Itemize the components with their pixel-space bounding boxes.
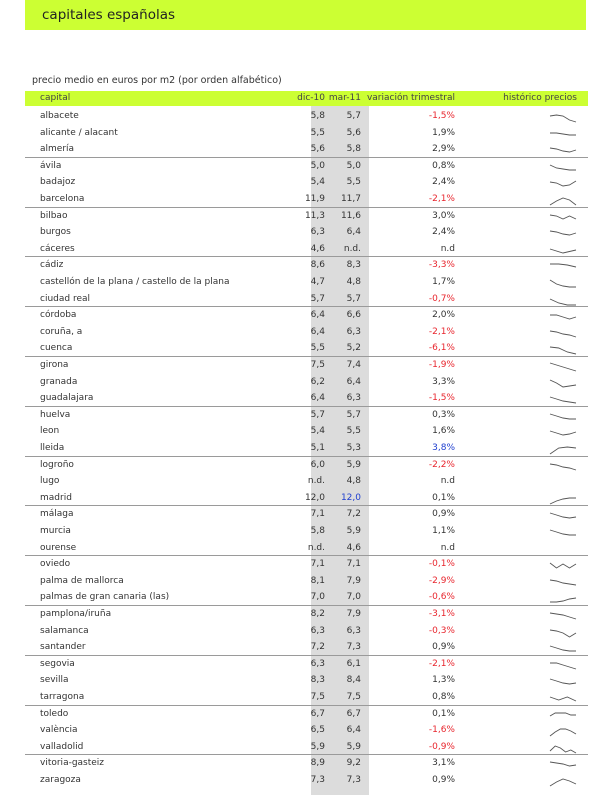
cell-mar: 6,4 xyxy=(346,227,361,238)
cell-mar: 6,4 xyxy=(346,376,361,387)
cell-capital: granada xyxy=(40,376,78,387)
cell-capital: badajoz xyxy=(40,177,76,188)
cell-dic: 5,0 xyxy=(310,160,325,171)
table-row xyxy=(25,506,588,523)
cell-capital: santander xyxy=(40,642,86,653)
sparkline-path xyxy=(550,679,576,684)
cell-variacion: 0,3% xyxy=(432,409,455,420)
cell-variacion: 1,1% xyxy=(432,526,455,536)
cell-mar: 11,7 xyxy=(340,194,361,204)
cell-mar: 5,9 xyxy=(346,526,361,536)
table-row xyxy=(25,457,588,474)
cell-mar: 7,5 xyxy=(346,692,361,702)
table-row xyxy=(25,490,588,507)
cell-variacion: n.d xyxy=(440,476,455,487)
title-bar xyxy=(25,0,586,30)
cell-mar: 8,4 xyxy=(346,675,361,686)
cell-dic: 7,5 xyxy=(310,692,325,702)
cell-capital: málaga xyxy=(40,509,74,520)
cell-mar: 6,6 xyxy=(346,310,361,321)
sparkline-path xyxy=(550,663,576,669)
table-row xyxy=(25,423,588,440)
sparkline-path xyxy=(550,115,576,122)
sparkline-path xyxy=(550,299,576,305)
sparkline-path xyxy=(550,215,576,219)
sparkline-path xyxy=(550,181,576,186)
sparkline-path xyxy=(550,530,576,535)
cell-capital: cádiz xyxy=(40,260,64,271)
sparkline-path xyxy=(550,133,576,135)
sparkline xyxy=(549,359,579,372)
cell-variacion: -1,5% xyxy=(428,393,455,404)
sparkline-path xyxy=(550,613,576,619)
cell-dic: 5,8 xyxy=(310,111,325,121)
sparkline xyxy=(549,127,579,140)
sparkline xyxy=(549,625,579,638)
cell-capital: ciudad real xyxy=(40,293,91,304)
cell-variacion: -2,2% xyxy=(428,459,455,470)
header-dic: dic-10 xyxy=(297,93,325,103)
cell-dic: n.d. xyxy=(307,476,325,487)
cell-mar: 6,3 xyxy=(346,393,361,404)
sparkline-path xyxy=(550,746,576,753)
cell-dic: 7,2 xyxy=(310,642,325,653)
cell-dic: 6,5 xyxy=(310,725,325,736)
cell-variacion: 0,8% xyxy=(432,692,455,702)
table-row xyxy=(25,407,588,424)
cell-capital: lugo xyxy=(40,476,60,487)
cell-capital: barcelona xyxy=(40,194,85,204)
cell-dic: 6,4 xyxy=(310,310,325,321)
cell-variacion: 0,8% xyxy=(432,160,455,171)
sparkline xyxy=(549,326,579,339)
cell-dic: 7,1 xyxy=(310,559,325,570)
cell-capital: bilbao xyxy=(40,210,68,221)
subtitle: precio medio en euros por m2 (por orden alfabético) xyxy=(32,75,282,86)
table-row xyxy=(25,357,588,374)
table-row xyxy=(25,739,588,756)
cell-capital: girona xyxy=(40,360,69,370)
cell-variacion: n.d xyxy=(440,243,455,254)
sparkline xyxy=(549,293,579,306)
cell-dic: 11,3 xyxy=(304,210,325,221)
table-row xyxy=(25,174,588,191)
sparkline-path xyxy=(550,397,576,403)
table-row xyxy=(25,623,588,640)
sparkline-path xyxy=(550,148,576,152)
cell-mar: 7,0 xyxy=(346,592,361,603)
cell-capital: albacete xyxy=(40,111,79,121)
cell-capital: valència xyxy=(40,725,78,736)
cell-variacion: -3,1% xyxy=(428,609,455,619)
cell-dic: 7,0 xyxy=(310,592,325,603)
cell-dic: 8,2 xyxy=(310,609,325,619)
cell-variacion: 2,9% xyxy=(432,144,455,155)
cell-capital: salamanca xyxy=(40,625,89,636)
cell-variacion: 0,1% xyxy=(432,708,455,719)
table-row xyxy=(25,755,588,772)
cell-dic: 5,1 xyxy=(310,443,325,453)
sparkline xyxy=(549,342,579,355)
sparkline xyxy=(549,591,579,604)
table-header xyxy=(25,91,588,106)
sparkline xyxy=(549,110,579,123)
cell-mar: 5,5 xyxy=(346,177,361,188)
cell-dic: 6,3 xyxy=(310,625,325,636)
sparkline xyxy=(549,143,579,156)
cell-mar: 11,6 xyxy=(340,210,361,221)
cell-variacion: n.d xyxy=(440,542,455,553)
cell-mar: 7,9 xyxy=(346,575,361,586)
cell-capital: córdoba xyxy=(40,310,77,321)
cell-mar: 8,3 xyxy=(346,260,361,271)
table-row xyxy=(25,257,588,274)
cell-dic: 11,9 xyxy=(304,194,325,204)
cell-mar: 5,8 xyxy=(346,144,361,155)
cell-dic: 5,5 xyxy=(310,127,325,138)
table-row xyxy=(25,556,588,573)
cell-capital: ávila xyxy=(40,160,62,171)
cell-dic: 5,4 xyxy=(310,426,325,437)
sparkline-path xyxy=(550,165,576,170)
sparkline xyxy=(549,392,579,405)
sparkline xyxy=(549,525,579,538)
table-row xyxy=(25,540,588,557)
table-row xyxy=(25,324,588,341)
sparkline xyxy=(549,243,579,256)
cell-capital: zaragoza xyxy=(40,775,81,785)
table-row xyxy=(25,390,588,407)
sparkline xyxy=(549,641,579,654)
cell-capital: tarragona xyxy=(40,692,85,702)
cell-variacion: -0,9% xyxy=(428,741,455,752)
sparkline-path xyxy=(550,498,576,504)
sparkline xyxy=(549,276,579,289)
sparkline xyxy=(549,160,579,173)
cell-dic: 6,4 xyxy=(310,326,325,337)
sparkline xyxy=(549,409,579,422)
sparkline xyxy=(549,575,579,588)
cell-dic: 7,5 xyxy=(310,360,325,370)
cell-variacion: 1,6% xyxy=(432,426,455,437)
cell-variacion: 0,9% xyxy=(432,775,455,785)
cell-variacion: 0,1% xyxy=(432,492,455,503)
header-mar: mar-11 xyxy=(328,93,361,103)
table-row xyxy=(25,241,588,258)
header-capital: capital xyxy=(40,93,71,103)
cell-variacion: 0,9% xyxy=(432,642,455,653)
cell-dic: 12,0 xyxy=(304,492,325,503)
cell-variacion: -0,6% xyxy=(428,592,455,603)
sparkline-path xyxy=(550,198,576,205)
cell-variacion: -2,1% xyxy=(428,194,455,204)
cell-mar: 5,5 xyxy=(346,426,361,437)
cell-mar: 7,2 xyxy=(346,509,361,520)
table-row xyxy=(25,108,588,125)
cell-variacion: 2,4% xyxy=(432,227,455,238)
table-row xyxy=(25,706,588,723)
sparkline xyxy=(549,226,579,239)
cell-dic: 8,9 xyxy=(310,758,325,769)
sparkline-path xyxy=(550,363,576,371)
cell-mar: 4,8 xyxy=(346,476,361,487)
sparkline-path xyxy=(550,249,576,253)
cell-capital: leon xyxy=(40,426,60,437)
sparkline xyxy=(549,757,579,770)
cell-mar: 7,9 xyxy=(346,609,361,619)
cell-capital: valladolid xyxy=(40,741,84,752)
cell-capital: cuenca xyxy=(40,343,73,354)
cell-mar: 7,3 xyxy=(346,775,361,785)
sparkline-path xyxy=(550,380,576,387)
sparkline xyxy=(549,210,579,223)
cell-dic: 6,0 xyxy=(310,459,325,470)
sparkline-path xyxy=(550,331,576,337)
cell-dic: 5,9 xyxy=(310,741,325,752)
cell-dic: 7,1 xyxy=(310,509,325,520)
sparkline-path xyxy=(550,646,576,651)
header-variacion: variación trimestral xyxy=(366,93,455,103)
table-row xyxy=(25,208,588,225)
sparkline xyxy=(549,309,579,322)
table-row xyxy=(25,606,588,623)
cell-variacion: -2,1% xyxy=(428,326,455,337)
sparkline-path xyxy=(550,580,576,585)
cell-capital: palma de mallorca xyxy=(40,575,124,586)
sparkline xyxy=(549,708,579,721)
cell-capital: cáceres xyxy=(40,243,75,254)
sparkline-path xyxy=(550,630,576,637)
cell-dic: 6,7 xyxy=(310,708,325,719)
cell-dic: 5,4 xyxy=(310,177,325,188)
cell-mar: 5,9 xyxy=(346,459,361,470)
table-row xyxy=(25,722,588,739)
cell-variacion: 2,0% xyxy=(432,310,455,321)
sparkline-path xyxy=(550,280,576,287)
cell-capital: madrid xyxy=(40,492,72,503)
table-row xyxy=(25,473,588,490)
table-row xyxy=(25,573,588,590)
cell-capital: almería xyxy=(40,144,75,155)
cell-capital: oviedo xyxy=(40,559,71,570)
header-historico: histórico precios xyxy=(503,93,577,103)
cell-dic: 4,7 xyxy=(310,277,325,287)
cell-mar: 5,3 xyxy=(346,443,361,453)
table-row xyxy=(25,191,588,208)
table-row xyxy=(25,307,588,324)
cell-variacion: 1,9% xyxy=(432,127,455,138)
cell-mar: 5,0 xyxy=(346,160,361,171)
cell-mar: 12,0 xyxy=(340,492,361,503)
cell-mar: 6,1 xyxy=(346,658,361,669)
cell-variacion: 3,0% xyxy=(432,210,455,221)
cell-variacion: 1,7% xyxy=(432,277,455,287)
cell-dic: 7,3 xyxy=(310,775,325,785)
table-row xyxy=(25,672,588,689)
cell-dic: 8,3 xyxy=(310,675,325,686)
cell-capital: coruña, a xyxy=(40,326,83,337)
cell-mar: 5,9 xyxy=(346,741,361,752)
sparkline-path xyxy=(550,713,576,716)
cell-mar: 5,7 xyxy=(346,111,361,121)
cell-mar: 5,6 xyxy=(346,127,361,138)
table-row xyxy=(25,340,588,357)
cell-variacion: -0,7% xyxy=(428,293,455,304)
cell-variacion: 3,1% xyxy=(432,758,455,769)
cell-dic: 8,1 xyxy=(310,575,325,586)
cell-mar: 6,4 xyxy=(346,725,361,736)
cell-mar: 6,3 xyxy=(346,326,361,337)
cell-capital: lleida xyxy=(40,443,65,453)
cell-variacion: -3,3% xyxy=(428,260,455,271)
cell-variacion: 0,9% xyxy=(432,509,455,520)
sparkline-path xyxy=(550,347,576,354)
sparkline xyxy=(549,674,579,687)
table-row xyxy=(25,589,588,606)
sparkline-path xyxy=(550,447,576,454)
sparkline-path xyxy=(550,563,576,568)
cell-mar: 5,7 xyxy=(346,293,361,304)
cell-mar: 6,3 xyxy=(346,625,361,636)
sparkline xyxy=(549,259,579,272)
cell-capital: segovia xyxy=(40,658,75,669)
cell-mar: 6,7 xyxy=(346,708,361,719)
sparkline-path xyxy=(550,414,576,419)
cell-capital: vitoria-gasteiz xyxy=(40,758,105,769)
table-row xyxy=(25,125,588,142)
cell-variacion: 1,3% xyxy=(432,675,455,686)
cell-mar: 7,1 xyxy=(346,559,361,570)
cell-variacion: -1,9% xyxy=(428,360,455,370)
table-row xyxy=(25,656,588,673)
cell-dic: 5,7 xyxy=(310,293,325,304)
sparkline xyxy=(549,492,579,505)
sparkline-path xyxy=(550,513,576,518)
cell-mar: n.d. xyxy=(343,243,361,254)
sparkline xyxy=(549,376,579,389)
cell-variacion: 3,3% xyxy=(432,376,455,387)
table-row xyxy=(25,291,588,308)
table-row xyxy=(25,224,588,241)
cell-capital: guadalajara xyxy=(40,393,94,404)
sparkline-path xyxy=(550,264,576,267)
cell-variacion: -1,6% xyxy=(428,725,455,736)
sparkline xyxy=(549,459,579,472)
cell-dic: 4,6 xyxy=(310,243,325,254)
sparkline xyxy=(549,774,579,787)
cell-capital: alicante / alacant xyxy=(40,127,118,138)
cell-mar: 4,6 xyxy=(346,542,361,553)
cell-variacion: -1,5% xyxy=(428,111,455,121)
table-row xyxy=(25,274,588,291)
cell-dic: n.d. xyxy=(307,542,325,553)
sparkline-path xyxy=(550,779,576,786)
cell-capital: huelva xyxy=(40,409,71,420)
sparkline xyxy=(549,691,579,704)
cell-capital: burgos xyxy=(40,227,71,238)
sparkline xyxy=(549,558,579,571)
table-row xyxy=(25,772,588,789)
table-row xyxy=(25,141,588,158)
cell-mar: 5,7 xyxy=(346,409,361,420)
sparkline xyxy=(549,193,579,206)
cell-dic: 6,2 xyxy=(310,376,325,387)
sparkline xyxy=(549,176,579,189)
table-row xyxy=(25,374,588,391)
cell-capital: pamplona/iruña xyxy=(40,609,112,619)
cell-capital: castellón de la plana / castello de la plana xyxy=(40,277,230,287)
table-row xyxy=(25,689,588,706)
sparkline-path xyxy=(550,729,576,736)
sparkline xyxy=(549,658,579,671)
cell-dic: 5,8 xyxy=(310,526,325,536)
sparkline-path xyxy=(550,762,576,766)
table-row xyxy=(25,158,588,175)
cell-dic: 6,4 xyxy=(310,393,325,404)
sparkline xyxy=(549,508,579,521)
sparkline xyxy=(549,442,579,455)
table-row xyxy=(25,523,588,540)
cell-dic: 8,6 xyxy=(310,260,325,271)
sparkline-path xyxy=(550,231,576,235)
sparkline-path xyxy=(550,431,576,435)
table-row xyxy=(25,639,588,656)
sparkline-path xyxy=(550,464,576,470)
cell-variacion: -6,1% xyxy=(428,343,455,354)
sparkline-path xyxy=(550,315,576,319)
cell-dic: 6,3 xyxy=(310,227,325,238)
cell-capital: ourense xyxy=(40,542,77,553)
cell-mar: 4,8 xyxy=(346,277,361,287)
sparkline-path xyxy=(550,697,576,701)
cell-dic: 6,3 xyxy=(310,658,325,669)
cell-capital: palmas de gran canaria (las) xyxy=(40,592,170,603)
sparkline xyxy=(549,425,579,438)
cell-mar: 5,2 xyxy=(346,343,361,354)
cell-dic: 5,6 xyxy=(310,144,325,155)
cell-variacion: -0,1% xyxy=(428,559,455,570)
cell-variacion: -0,3% xyxy=(428,625,455,636)
sparkline xyxy=(549,741,579,754)
cell-dic: 5,7 xyxy=(310,409,325,420)
page-title: capitales españolas xyxy=(42,7,176,23)
table-row xyxy=(25,440,588,457)
cell-variacion: 2,4% xyxy=(432,177,455,188)
sparkline-path xyxy=(550,598,576,602)
cell-mar: 7,4 xyxy=(346,360,361,370)
sparkline xyxy=(549,608,579,621)
cell-mar: 9,2 xyxy=(346,758,361,769)
cell-capital: logroño xyxy=(40,459,74,470)
cell-dic: 5,5 xyxy=(310,343,325,354)
cell-variacion: 3,8% xyxy=(432,443,455,453)
cell-capital: toledo xyxy=(40,708,69,719)
cell-variacion: -2,9% xyxy=(428,575,455,586)
cell-mar: 7,3 xyxy=(346,642,361,653)
cell-variacion: -2,1% xyxy=(428,658,455,669)
cell-capital: sevilla xyxy=(40,675,69,686)
sparkline xyxy=(549,724,579,737)
cell-capital: murcia xyxy=(40,526,71,536)
